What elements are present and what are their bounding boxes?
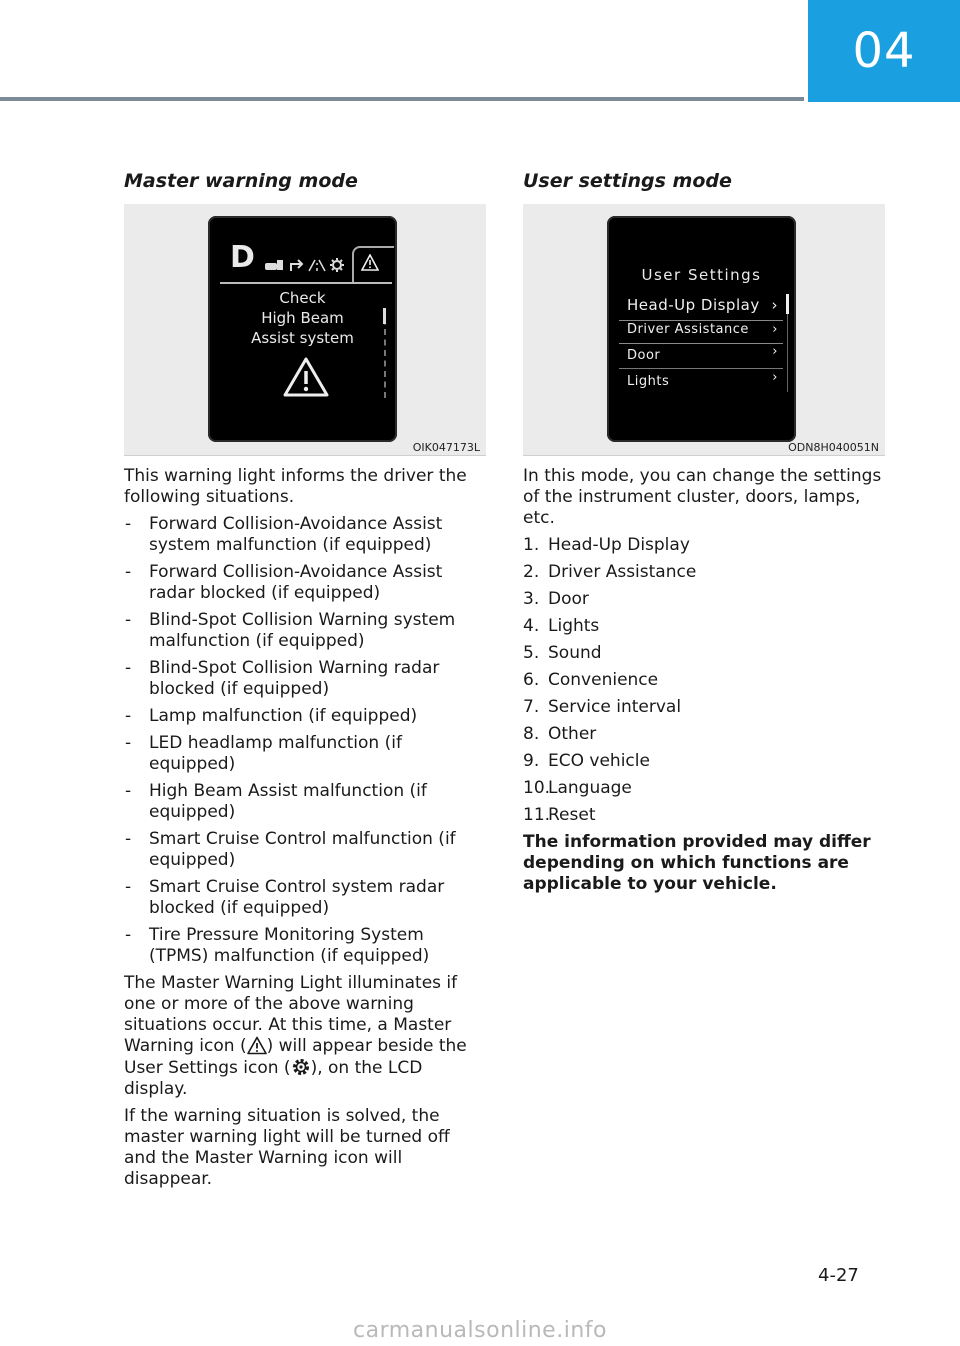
dash-marker: -	[125, 781, 132, 801]
list-item	[124, 781, 486, 823]
chevron-right-icon: ›	[772, 344, 778, 359]
settings-heading: User Settings	[641, 266, 762, 284]
item-label: Reset	[548, 805, 596, 825]
intro-paragraph: In this mode, you can change the settings of the instrument cluster, doors, lamps, etc.	[523, 466, 882, 528]
text-fragment: ) will appear beside the User Settings icon (	[124, 1036, 467, 1078]
list-item	[124, 829, 486, 871]
list-item	[523, 535, 885, 556]
lcd-divider	[220, 282, 392, 284]
list-item	[523, 724, 885, 745]
header-rule	[0, 97, 804, 101]
page-number: 4-27	[818, 1265, 859, 1286]
list-item	[124, 658, 486, 700]
list-item-text: Forward Collision-Avoidance Assist system malfunction (if equipped)	[149, 514, 443, 555]
lcd-message-line: Assist system	[251, 329, 354, 347]
resolved-paragraph: If the warning situation is solved, the master warning light will be turned off and the Master Warning icon will disappear.	[124, 1106, 450, 1189]
chapter-tab: 04	[808, 0, 960, 102]
item-label: Head-Up Display	[548, 535, 690, 555]
list-item-text: Blind-Spot Collision Warning system malfunction (if equipped)	[149, 610, 456, 651]
list-item	[523, 562, 885, 583]
gear-settings-icon	[330, 258, 344, 272]
item-label: Language	[548, 778, 632, 798]
chevron-right-icon: ›	[771, 296, 778, 314]
list-item	[124, 706, 486, 727]
text-fragment: The Master Warning Light illuminates if one or more of the above warning situations occur. At this time, a Master Warning icon (	[124, 973, 458, 1056]
list-item-text: Forward Collision-Avoidance Assist radar blocked (if equipped)	[149, 562, 443, 603]
master-warning-small-icon	[361, 254, 379, 272]
master-warning-large-icon	[282, 356, 330, 398]
item-label: ECO vehicle	[548, 751, 650, 771]
list-item	[523, 697, 885, 718]
list-item	[124, 514, 486, 556]
menu-item-door[interactable]	[627, 344, 778, 363]
intro-paragraph: This warning light informs the driver the following situations.	[124, 466, 467, 507]
list-item-text: Blind-Spot Collision Warning radar blocked (if equipped)	[149, 658, 440, 699]
chevron-right-icon: ›	[772, 370, 778, 385]
left-body	[124, 466, 486, 1190]
menu-divider	[619, 368, 783, 369]
watermark: carmanualsonline.info	[353, 1318, 607, 1343]
item-label: Sound	[548, 643, 602, 663]
item-number: 7.	[523, 697, 540, 717]
scroll-thumb	[383, 308, 386, 324]
list-item	[523, 643, 885, 664]
section-title-master-warning: Master warning mode	[124, 170, 358, 192]
list-item	[523, 670, 885, 691]
list-item	[124, 925, 486, 967]
section-title-user-settings: User settings mode	[523, 170, 732, 192]
note-paragraph: The information provided may differ depending on which functions are applicable to your vehicle.	[523, 832, 871, 894]
menu-label: Lights	[627, 374, 670, 389]
dash-marker: -	[125, 658, 132, 678]
item-number: 5.	[523, 643, 540, 663]
lcd-message	[208, 288, 397, 348]
list-item	[523, 778, 885, 799]
dash-marker: -	[125, 925, 132, 945]
list-item-text: Lamp malfunction (if equipped)	[149, 706, 418, 726]
menu-item-driver-assistance[interactable]	[627, 322, 778, 337]
list-item	[523, 589, 885, 610]
vehicle-icon	[265, 260, 283, 270]
master-warning-icon	[247, 1036, 267, 1055]
item-number: 11.	[523, 805, 551, 825]
item-number: 9.	[523, 751, 540, 771]
menu-item-lights[interactable]	[627, 370, 778, 389]
item-label: Other	[548, 724, 597, 744]
lcd-message-line: Check	[279, 289, 326, 307]
figure-code: OIK047173L	[412, 441, 480, 454]
item-number: 6.	[523, 670, 540, 690]
list-item	[124, 733, 486, 775]
item-number: 1.	[523, 535, 540, 555]
list-item-text: High Beam Assist malfunction (if equipped)	[149, 781, 427, 822]
item-label: Convenience	[548, 670, 659, 690]
warning-conditions-list	[124, 514, 486, 967]
list-item-text: Smart Cruise Control malfunction (if equipped)	[149, 829, 456, 870]
right-body	[523, 466, 885, 895]
left-column	[124, 170, 486, 1196]
dash-marker: -	[125, 514, 132, 534]
menu-item-head-up-display[interactable]	[627, 296, 778, 314]
scroll-thumb	[786, 294, 789, 314]
dash-marker: -	[125, 610, 132, 630]
item-label: Door	[548, 589, 589, 609]
chevron-right-icon: ›	[772, 322, 778, 337]
dash-marker: -	[125, 829, 132, 849]
menu-label: Head-Up Display	[627, 296, 760, 314]
list-item	[124, 877, 486, 919]
text-fragment: ), on the LCD display.	[124, 1058, 423, 1099]
list-item	[523, 805, 885, 826]
user-settings-icon	[291, 1057, 311, 1077]
lcd-screen	[607, 216, 796, 442]
figure-user-settings	[523, 204, 885, 456]
list-item	[124, 610, 486, 652]
item-number: 4.	[523, 616, 540, 636]
turn-arrow-icon	[291, 260, 302, 271]
right-column	[523, 170, 885, 901]
settings-items-list	[523, 535, 885, 826]
menu-label: Driver Assistance	[627, 322, 749, 337]
dash-marker: -	[125, 562, 132, 582]
item-label: Driver Assistance	[548, 562, 697, 582]
dash-marker: -	[125, 877, 132, 897]
gear-indicator: D	[230, 240, 255, 275]
item-number: 8.	[523, 724, 540, 744]
list-item-text: LED headlamp malfunction (if equipped)	[149, 733, 402, 774]
menu-label: Door	[627, 348, 661, 363]
list-item	[523, 616, 885, 637]
item-number: 2.	[523, 562, 540, 582]
list-item	[124, 562, 486, 604]
list-item	[523, 751, 885, 772]
lane-icon	[309, 260, 325, 271]
lcd-screen	[208, 216, 397, 442]
item-number: 10.	[523, 778, 551, 798]
list-item-text: Smart Cruise Control system radar blocked (if equipped)	[149, 877, 445, 918]
dash-marker: -	[125, 733, 132, 753]
figure-code: ODN8H040051N	[788, 441, 879, 454]
item-label: Lights	[548, 616, 600, 636]
list-item-text: Tire Pressure Monitoring System (TPMS) malfunction (if equipped)	[149, 925, 430, 966]
master-warning-paragraph	[124, 973, 486, 1100]
lcd-message-line: High Beam	[261, 309, 344, 327]
item-number: 3.	[523, 589, 540, 609]
dash-marker: -	[125, 706, 132, 726]
item-label: Service interval	[548, 697, 682, 717]
figure-master-warning	[124, 204, 486, 456]
